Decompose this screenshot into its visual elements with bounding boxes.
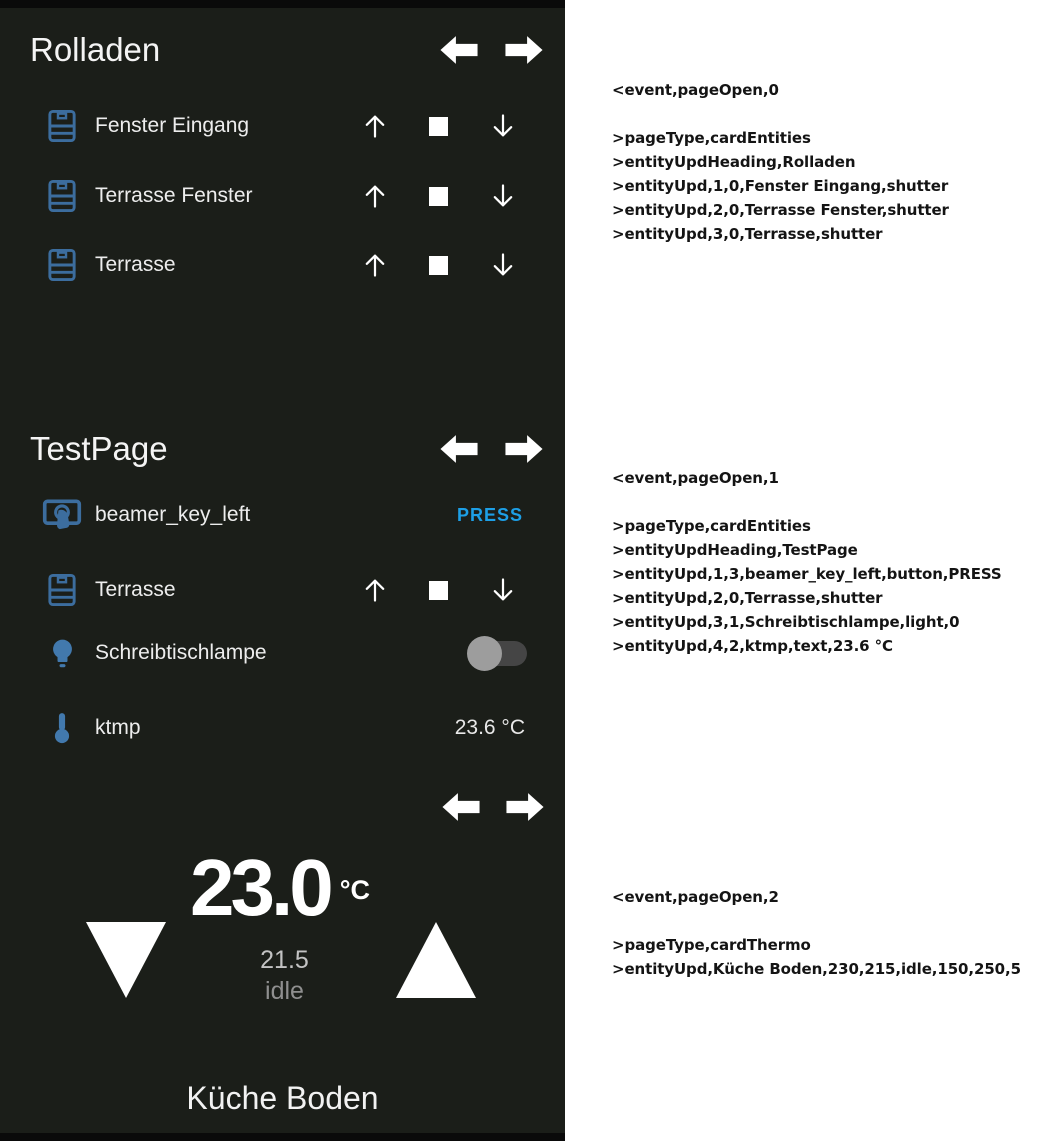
entity-label: beamer_key_left bbox=[95, 503, 251, 526]
arrow-right-icon bbox=[506, 790, 544, 824]
shutter-icon bbox=[42, 237, 82, 293]
protocol-line: <event,pageOpen,0 bbox=[612, 81, 779, 99]
stop-square-icon bbox=[429, 256, 448, 275]
card-heading: TestPage bbox=[30, 430, 168, 467]
target-temperature: 21.5 bbox=[260, 946, 309, 974]
protocol-line: >entityUpd,1,3,beamer_key_left,button,PRESS bbox=[612, 565, 1002, 583]
entity-label: Terrasse bbox=[95, 253, 176, 276]
stop-square-icon bbox=[429, 187, 448, 206]
protocol-line: >entityUpdHeading,Rolladen bbox=[612, 153, 856, 171]
thermometer-icon bbox=[42, 700, 82, 756]
protocol-line: >entityUpd,2,0,Terrasse Fenster,shutter bbox=[612, 201, 949, 219]
protocol-block-pageopen-1 bbox=[612, 466, 1002, 658]
entity-row bbox=[0, 487, 565, 543]
protocol-line: >entityUpd,3,1,Schreibtischlampe,light,0 bbox=[612, 613, 960, 631]
protocol-line: >pageType,cardEntities bbox=[612, 517, 811, 535]
page-prev-button[interactable] bbox=[440, 432, 478, 466]
shutter-up-button[interactable] bbox=[361, 576, 389, 604]
lightbulb-icon bbox=[42, 625, 82, 681]
current-temperature-value: 23.0 bbox=[190, 843, 330, 932]
page-next-button[interactable] bbox=[505, 33, 543, 67]
entity-label: ktmp bbox=[95, 716, 141, 739]
bottom-strip bbox=[0, 1133, 565, 1141]
shutter-stop-button[interactable] bbox=[428, 186, 448, 206]
protocol-line: >entityUpdHeading,TestPage bbox=[612, 541, 858, 559]
protocol-line: >entityUpd,Küche Boden,230,215,idle,150,250,5 bbox=[612, 960, 1021, 978]
shutter-down-button[interactable] bbox=[489, 112, 517, 140]
protocol-block-pageopen-2 bbox=[612, 885, 1021, 981]
entity-value-text: 23.6 °C bbox=[454, 716, 525, 739]
stop-square-icon bbox=[429, 117, 448, 136]
arrow-right-icon bbox=[505, 33, 543, 67]
entity-row bbox=[0, 237, 565, 293]
light-toggle[interactable] bbox=[468, 641, 527, 666]
page-prev-button[interactable] bbox=[440, 33, 478, 67]
shutter-down-button[interactable] bbox=[489, 251, 517, 279]
card-heading: Rolladen bbox=[30, 31, 161, 68]
stop-square-icon bbox=[429, 581, 448, 600]
protocol-line: >entityUpd,3,0,Terrasse,shutter bbox=[612, 225, 883, 243]
current-temperature bbox=[110, 843, 450, 932]
shutter-stop-button[interactable] bbox=[428, 116, 448, 136]
protocol-line: <event,pageOpen,1 bbox=[612, 469, 779, 487]
arrow-up-thin-icon bbox=[361, 112, 389, 140]
arrow-down-thin-icon bbox=[489, 182, 517, 210]
shutter-down-button[interactable] bbox=[489, 576, 517, 604]
entity-label: Schreibtischlampe bbox=[95, 641, 267, 664]
protocol-line bbox=[612, 909, 1021, 933]
arrow-left-icon bbox=[442, 790, 480, 824]
page-next-button[interactable] bbox=[505, 432, 543, 466]
shutter-stop-button[interactable] bbox=[428, 580, 448, 600]
entity-label: Terrasse Fenster bbox=[95, 184, 253, 207]
arrow-down-thin-icon bbox=[489, 576, 517, 604]
arrow-left-icon bbox=[440, 33, 478, 67]
protocol-block-pageopen-0 bbox=[612, 78, 949, 246]
arrow-up-thin-icon bbox=[361, 576, 389, 604]
shutter-up-button[interactable] bbox=[361, 251, 389, 279]
protocol-line bbox=[612, 490, 1002, 514]
shutter-icon bbox=[42, 168, 82, 224]
protocol-line: >entityUpd,2,0,Terrasse,shutter bbox=[612, 589, 883, 607]
entity-row bbox=[0, 168, 565, 224]
protocol-line: >entityUpd,4,2,ktmp,text,23.6 °C bbox=[612, 637, 893, 655]
hvac-state: idle bbox=[265, 977, 304, 1005]
shutter-up-button[interactable] bbox=[361, 112, 389, 140]
protocol-line bbox=[612, 102, 949, 126]
toggle-knob bbox=[467, 636, 502, 671]
shutter-down-button[interactable] bbox=[489, 182, 517, 210]
shutter-up-button[interactable] bbox=[361, 182, 389, 210]
protocol-line: >entityUpd,1,0,Fenster Eingang,shutter bbox=[612, 177, 949, 195]
arrow-up-thin-icon bbox=[361, 251, 389, 279]
gesture-tap-button-icon bbox=[42, 487, 82, 543]
thermostat-title: Küche Boden bbox=[186, 1080, 379, 1116]
shutter-icon bbox=[42, 562, 82, 618]
arrow-left-icon bbox=[440, 432, 478, 466]
arrow-down-thin-icon bbox=[489, 112, 517, 140]
entity-label: Terrasse bbox=[95, 578, 176, 601]
arrow-down-thin-icon bbox=[489, 251, 517, 279]
arrow-right-icon bbox=[505, 432, 543, 466]
page-next-button[interactable] bbox=[506, 790, 544, 824]
protocol-line: >pageType,cardThermo bbox=[612, 936, 811, 954]
shutter-stop-button[interactable] bbox=[428, 255, 448, 275]
temperature-unit: °C bbox=[339, 875, 370, 905]
entity-label: Fenster Eingang bbox=[95, 114, 250, 137]
top-strip bbox=[0, 0, 565, 8]
entity-row bbox=[0, 98, 565, 154]
entity-row bbox=[0, 625, 565, 681]
shutter-icon bbox=[42, 98, 82, 154]
protocol-line: <event,pageOpen,2 bbox=[612, 888, 779, 906]
page-prev-button[interactable] bbox=[442, 790, 480, 824]
arrow-up-thin-icon bbox=[361, 182, 389, 210]
entity-row bbox=[0, 562, 565, 618]
protocol-line: >pageType,cardEntities bbox=[612, 129, 811, 147]
entity-row bbox=[0, 700, 565, 756]
press-button[interactable]: PRESS bbox=[456, 505, 523, 525]
